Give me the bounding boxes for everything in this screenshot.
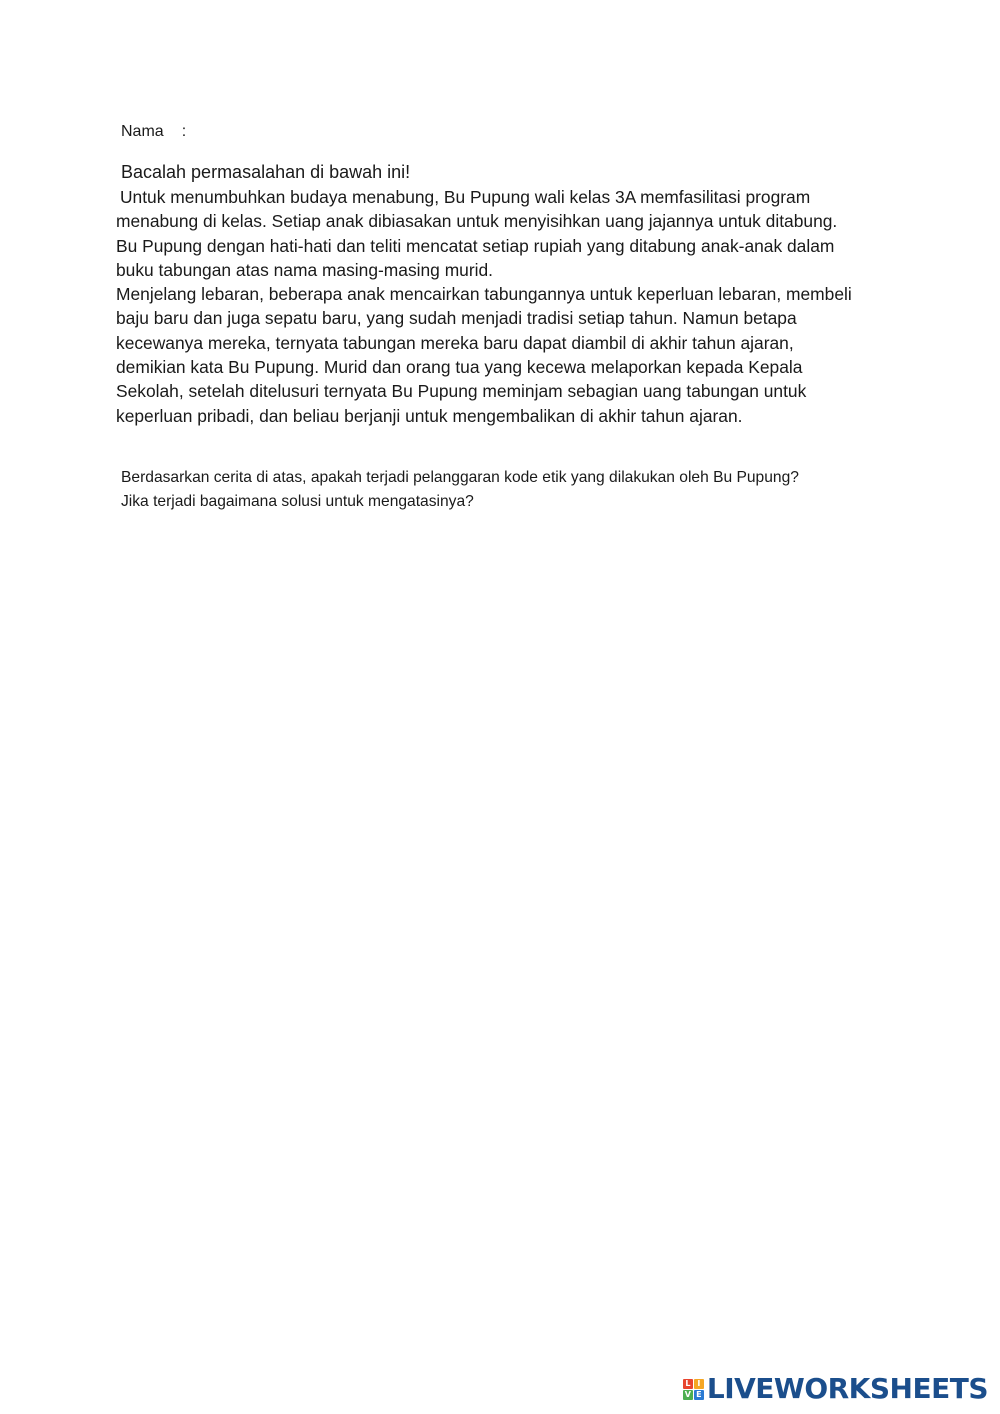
story-line: Untuk menumbuhkan budaya menabung, Bu Pupung wali kelas 3A memfasilitasi program — [120, 187, 811, 207]
question-line: Jika terjadi bagaimana solusi untuk mengatasinya? — [121, 493, 474, 510]
story-line: keperluan pribadi, dan beliau berjanji untuk mengembalikan di akhir tahun ajaran. — [116, 405, 743, 426]
story-line: baju baru dan juga sepatu baru, yang sudah menjadi tradisi setiap tahun. Namun betapa — [116, 308, 797, 329]
story-paragraph — [116, 185, 916, 428]
logo-tile: L — [683, 1379, 693, 1389]
name-field-label-row — [121, 122, 186, 142]
instruction-heading: Bacalah permasalahan di bawah ini! — [121, 162, 411, 182]
story-line: kecewanya mereka, ternyata tabungan mereka baru dapat diambil di akhir tahun ajaran, — [116, 332, 794, 353]
live-logo-icon — [683, 1379, 704, 1400]
logo-tile: I — [694, 1379, 704, 1389]
question-block — [121, 466, 921, 514]
story-line: Sekolah, setelah ditelusuri ternyata Bu Pupung meminjam sebagian uang tabungan untuk — [116, 381, 807, 402]
story-line: buku tabungan atas nama masing-masing murid. — [116, 259, 494, 280]
logo-wordmark: LIVEWORKSHEETS — [706, 1372, 988, 1405]
logo-tile: E — [694, 1390, 704, 1400]
story-line: Bu Pupung dengan hati-hati dan teliti mencatat setiap rupiah yang ditabung anak-anak dalam — [116, 235, 835, 256]
name-colon: : — [181, 123, 187, 140]
name-label: Nama — [121, 123, 164, 140]
liveworksheets-logo — [683, 1374, 988, 1404]
story-line: menabung di kelas. Setiap anak dibiasakan untuk menyisihkan uang jajannya untuk ditabung. — [116, 211, 838, 232]
logo-tile: V — [684, 1389, 691, 1399]
story-line: demikian kata Bu Pupung. Murid dan orang tua yang kecewa melaporkan kepada Kepala — [116, 357, 803, 378]
question-line: Berdasarkan cerita di atas, apakah terjadi pelanggaran kode etik yang dilakukan oleh Bu Pupung? — [121, 469, 799, 486]
story-line: Menjelang lebaran, beberapa anak mencairkan tabungannya untuk keperluan lebaran, membeli — [116, 284, 852, 305]
